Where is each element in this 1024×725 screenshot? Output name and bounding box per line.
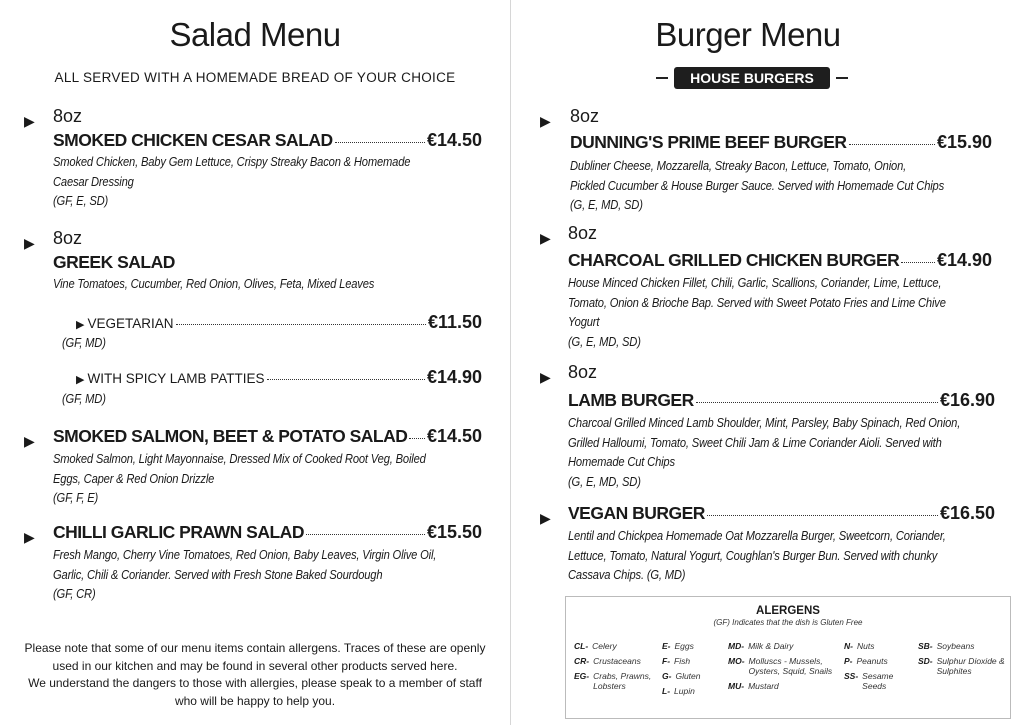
allergen-code: CR- bbox=[574, 656, 590, 666]
allergy-note bbox=[8, 640, 502, 710]
allergen-label: Milk & Dairy bbox=[748, 641, 794, 651]
option-name: VEGETARIAN bbox=[87, 316, 174, 331]
description-line: Dubliner Cheese, Mozzarella, Streaky Bacon, Lettuce, Tomato, Onion, bbox=[570, 158, 907, 173]
note-line: We understand the dangers to those with allergies, please speak to a member of staff bbox=[28, 676, 482, 690]
description-line: Lettuce, Tomato, Natural Yogurt, Coughlan's Burger Bun. Served with chunky bbox=[568, 547, 938, 563]
menu-item-salad bbox=[53, 130, 482, 151]
allergen-entry bbox=[728, 656, 840, 676]
allergen-entry bbox=[574, 656, 658, 666]
arrow-bullet-icon: ▶ bbox=[540, 369, 551, 385]
item-size: 8oz bbox=[53, 106, 83, 126]
description-line: Smoked Salmon, Light Mayonnaise, Dressed Mix of Cooked Root Veg, Boiled bbox=[53, 451, 426, 466]
option-price: €14.90 bbox=[426, 367, 482, 387]
allergen-entry bbox=[662, 686, 724, 696]
menu-item-burger bbox=[568, 250, 992, 271]
allergen-entry bbox=[728, 641, 840, 651]
allergen-label: Soybeans bbox=[936, 641, 975, 651]
dot-leader bbox=[696, 402, 938, 403]
allergen-label: Nuts bbox=[856, 641, 875, 651]
item-description bbox=[53, 274, 374, 294]
allergen-code: EG- bbox=[574, 671, 590, 681]
allergen-label: Peanuts bbox=[856, 656, 888, 666]
item-name: SMOKED SALMON, BEET & POTATO SALAD bbox=[53, 426, 408, 446]
description-line: Homemade Cut Chips bbox=[568, 454, 675, 470]
item-size: 8oz bbox=[53, 228, 83, 248]
menu-item-burger bbox=[570, 132, 992, 153]
allergens-note: (GF) Indicates that the dish is Gluten Free bbox=[713, 618, 863, 627]
allergen-label: Sesame Seeds bbox=[862, 671, 894, 691]
allergen-code: SB- bbox=[918, 641, 933, 651]
page-divider bbox=[510, 0, 511, 725]
item-price: €15.50 bbox=[426, 522, 482, 542]
arrow-bullet-icon: ▶ bbox=[540, 113, 551, 129]
item-price: €16.90 bbox=[939, 390, 995, 410]
description-line: Garlic, Chili & Coriander. Served with Fresh Stone Baked Sourdough bbox=[53, 566, 383, 582]
greek-option bbox=[76, 312, 482, 333]
allergen-code: P- bbox=[844, 656, 853, 666]
arrow-bullet-icon: ▶ bbox=[24, 433, 35, 449]
option-price: €11.50 bbox=[427, 312, 482, 332]
arrow-bullet-icon: ▶ bbox=[24, 235, 35, 251]
dot-leader bbox=[267, 379, 425, 380]
item-price: €14.50 bbox=[426, 426, 482, 446]
salad-menu-title: Salad Menu bbox=[169, 16, 341, 53]
banner-label: HOUSE BURGERS bbox=[674, 67, 830, 89]
menu-item-salad bbox=[53, 252, 482, 273]
description-line: Smoked Chicken, Baby Gem Lettuce, Crispy Streaky Bacon & Homemade bbox=[53, 154, 411, 169]
item-description bbox=[568, 413, 960, 491]
description-line: Fresh Mango, Cherry Vine Tomatoes, Red Onion, Baby Leaves, Virgin Olive Oil, bbox=[53, 547, 437, 562]
item-price: €15.90 bbox=[936, 132, 992, 152]
arrow-bullet-icon: ▶ bbox=[540, 510, 551, 526]
arrow-bullet-icon: ▶ bbox=[24, 113, 35, 129]
allergen-code: CL- bbox=[574, 641, 589, 651]
description-line: (GF, E, SD) bbox=[53, 193, 109, 209]
item-description bbox=[53, 545, 436, 604]
description-line: (GF, F, E) bbox=[53, 490, 99, 506]
item-size: 8oz bbox=[568, 362, 598, 382]
description-line: Lentil and Chickpea Homemade Oat Mozzarella Burger, Sweetcorn, Coriander, bbox=[568, 528, 946, 543]
item-price: €14.90 bbox=[936, 250, 992, 270]
item-name: LAMB BURGER bbox=[568, 390, 694, 410]
arrow-bullet-icon: ▶ bbox=[76, 319, 85, 331]
allergen-entry bbox=[662, 656, 724, 666]
allergen-code: F- bbox=[662, 656, 671, 666]
allergen-code: N- bbox=[844, 641, 853, 651]
allergen-code: E- bbox=[662, 641, 671, 651]
allergen-code: G- bbox=[662, 671, 672, 681]
description-line: House Minced Chicken Fillet, Chili, Garlic, Scallions, Coriander, Lime, Lettuce, bbox=[568, 275, 942, 290]
description-line: Yogurt bbox=[568, 314, 600, 330]
allergen-code: MD- bbox=[728, 641, 745, 651]
allergen-label: Crabs, Prawns, Lobsters bbox=[593, 671, 652, 691]
allergen-label: Crustaceans bbox=[593, 656, 641, 666]
description-line: (G, E, MD, SD) bbox=[568, 473, 641, 489]
allergen-entry bbox=[662, 671, 724, 681]
dot-leader bbox=[901, 262, 935, 263]
allergen-entry bbox=[574, 641, 658, 651]
option-allergens: (GF, MD) bbox=[62, 335, 106, 350]
arrow-bullet-icon: ▶ bbox=[76, 374, 85, 386]
arrow-bullet-icon: ▶ bbox=[540, 230, 551, 246]
item-name: CHARCOAL GRILLED CHICKEN BURGER bbox=[568, 250, 900, 270]
item-description bbox=[570, 156, 944, 215]
allergen-entry bbox=[918, 656, 1006, 676]
allergen-label: Gluten bbox=[675, 671, 701, 681]
allergen-column bbox=[574, 641, 658, 696]
menu-item-burger bbox=[568, 390, 995, 411]
burger-menu-title: Burger Menu bbox=[655, 16, 841, 53]
allergen-column bbox=[728, 641, 840, 696]
allergen-label: Lupin bbox=[674, 686, 695, 696]
description-line: Grilled Halloumi, Tomato, Sweet Chili Jam & Lime Coriander Aioli. Served with bbox=[568, 434, 942, 450]
dot-leader bbox=[335, 142, 425, 143]
description-line: Cassava Chips. (G, MD) bbox=[568, 567, 686, 583]
item-description bbox=[53, 449, 426, 508]
description-line: Pickled Cucumber & House Burger Sauce. Served with Homemade Cut Chips bbox=[570, 177, 945, 193]
item-description bbox=[568, 273, 946, 351]
allergen-column bbox=[918, 641, 1006, 681]
description-line: Charcoal Grilled Minced Lamb Shoulder, Mint, Parsley, Baby Spinach, Red Onion, bbox=[568, 415, 961, 430]
note-line: used in our kitchen and may be found in several other products served here. bbox=[52, 658, 458, 673]
allergen-entry bbox=[844, 641, 914, 651]
allergen-code: MO- bbox=[728, 656, 745, 666]
note-line: who will be happy to help you. bbox=[174, 693, 336, 708]
menu-item-salad bbox=[53, 426, 482, 447]
allergen-code: L- bbox=[662, 686, 671, 696]
allergen-label: Eggs bbox=[674, 641, 694, 651]
description-line: Eggs, Caper & Red Onion Drizzle bbox=[53, 470, 215, 486]
greek-option bbox=[76, 367, 482, 388]
option-name: WITH SPICY LAMB PATTIES bbox=[87, 371, 265, 386]
arrow-bullet-icon: ▶ bbox=[24, 529, 35, 545]
dash-right bbox=[836, 77, 848, 79]
allergen-entry bbox=[844, 656, 914, 666]
allergen-column bbox=[844, 641, 914, 696]
house-burgers-banner bbox=[652, 66, 852, 90]
dot-leader bbox=[707, 515, 938, 516]
item-name: CHILLI GARLIC PRAWN SALAD bbox=[53, 522, 304, 542]
allergens-box bbox=[565, 596, 1011, 719]
allergen-entry bbox=[844, 671, 914, 691]
description-line: Tomato, Onion & Brioche Bap. Served with Sweet Potato Fries and Lime Chive bbox=[568, 294, 946, 310]
allergen-entry bbox=[574, 671, 658, 691]
item-description bbox=[568, 526, 946, 585]
dash-left bbox=[656, 77, 668, 79]
allergen-code: SD- bbox=[918, 656, 933, 666]
item-size: 8oz bbox=[570, 106, 600, 126]
dot-leader bbox=[176, 324, 426, 325]
allergens-title: ALERGENS bbox=[756, 605, 820, 617]
item-name: SMOKED CHICKEN CESAR SALAD bbox=[53, 130, 333, 150]
allergen-label: Celery bbox=[592, 641, 617, 651]
menu-item-burger bbox=[568, 503, 995, 524]
menu-item-salad bbox=[53, 522, 482, 543]
option-allergens: (GF, MD) bbox=[62, 391, 106, 406]
allergen-code: SS- bbox=[844, 671, 859, 681]
allergen-label: Fish bbox=[674, 656, 691, 666]
allergen-entry bbox=[728, 681, 840, 691]
allergen-label: Mustard bbox=[748, 681, 779, 691]
item-name: DUNNING'S PRIME BEEF BURGER bbox=[570, 132, 847, 152]
item-price: €14.50 bbox=[426, 130, 482, 150]
item-price: €16.50 bbox=[939, 503, 995, 523]
allergen-code: MU- bbox=[728, 681, 745, 691]
allergen-column bbox=[662, 641, 724, 701]
allergen-label: Molluscs - Mussels, Oysters, Squid, Snails bbox=[748, 656, 833, 676]
allergen-entry bbox=[918, 641, 1006, 651]
dot-leader bbox=[409, 438, 425, 439]
description-line: (GF, CR) bbox=[53, 586, 96, 602]
description-line: (G, E, MD, SD) bbox=[568, 333, 641, 349]
item-description bbox=[53, 152, 410, 211]
allergen-label: Sulphur Dioxide & Sulphites bbox=[936, 656, 1005, 676]
item-size: 8oz bbox=[568, 223, 598, 243]
salad-menu-subtitle: ALL SERVED WITH A HOMEMADE BREAD OF YOUR CHOICE bbox=[54, 70, 456, 85]
description-line: (G, E, MD, SD) bbox=[570, 197, 643, 213]
dot-leader bbox=[849, 144, 935, 145]
note-line: Please note that some of our menu items contain allergens. Traces of these are openly bbox=[24, 641, 486, 655]
item-name: GREEK SALAD bbox=[53, 252, 175, 272]
description-line: Caesar Dressing bbox=[53, 173, 134, 189]
allergen-entry bbox=[662, 641, 724, 651]
description-line: Vine Tomatoes, Cucumber, Red Onion, Olives, Feta, Mixed Leaves bbox=[53, 276, 375, 291]
dot-leader bbox=[306, 534, 425, 535]
item-name: VEGAN BURGER bbox=[568, 503, 705, 523]
